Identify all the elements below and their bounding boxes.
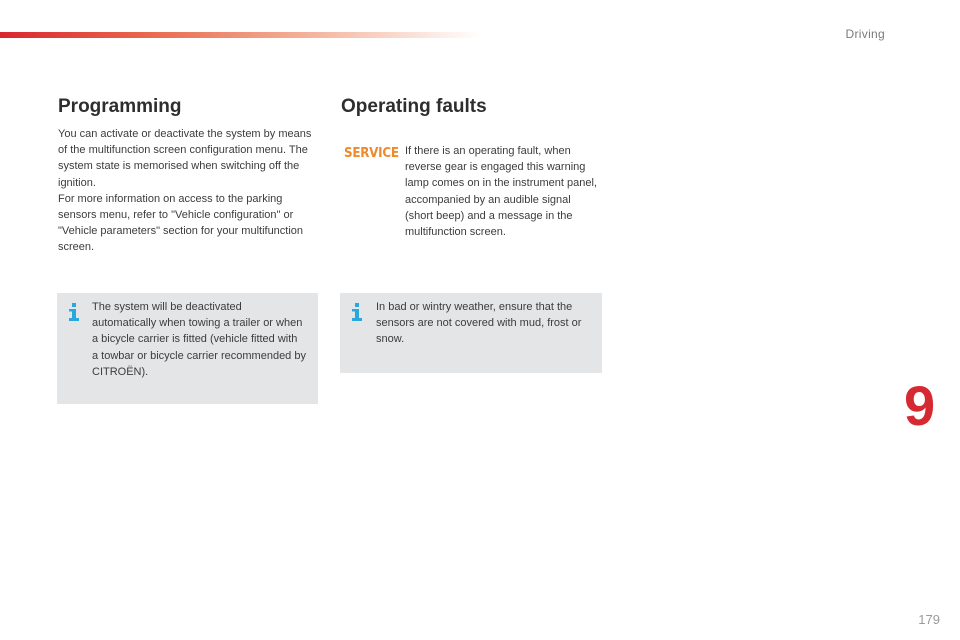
operating-faults-note-text: In bad or wintry weather, ensure that the sensors are not covered with mud, frost or snow. <box>376 301 582 346</box>
programming-paragraph-1: You can activate or deactivate the system by means of the multifunction screen configuration menu. The system state is memorised when switching off the ignition. <box>58 128 312 189</box>
programming-info-note <box>57 293 318 404</box>
programming-note-text: The system will be deactivated automatically when towing a trailer or when a bicycle carrier is fitted (vehicle fitted with a towbar or bicycle carrier recommended by CITROËN). <box>92 301 306 378</box>
programming-paragraph-2: For more information on access to the parking sensors menu, refer to "Vehicle configuration" or "Vehicle parameters" section for your multifunction screen. <box>58 192 304 254</box>
operating-faults-heading: Operating faults <box>341 96 487 117</box>
programming-heading: Programming <box>58 96 182 117</box>
service-warning-lamp-icon: SERVICE <box>344 146 399 161</box>
header-accent-bar <box>0 32 480 38</box>
operating-faults-info-note <box>340 293 602 373</box>
info-icon <box>352 303 362 321</box>
operating-faults-body: If there is an operating fault, when reverse gear is engaged this warning lamp comes on in the instrument panel, accompanied by an audible signal (short beep) and a message in the multifunction screen. <box>405 145 597 239</box>
page-number: 179 <box>918 612 940 627</box>
chapter-number: 9 <box>904 374 936 437</box>
section-label: Driving <box>845 27 885 41</box>
programming-body <box>58 126 320 256</box>
info-icon <box>69 303 79 321</box>
